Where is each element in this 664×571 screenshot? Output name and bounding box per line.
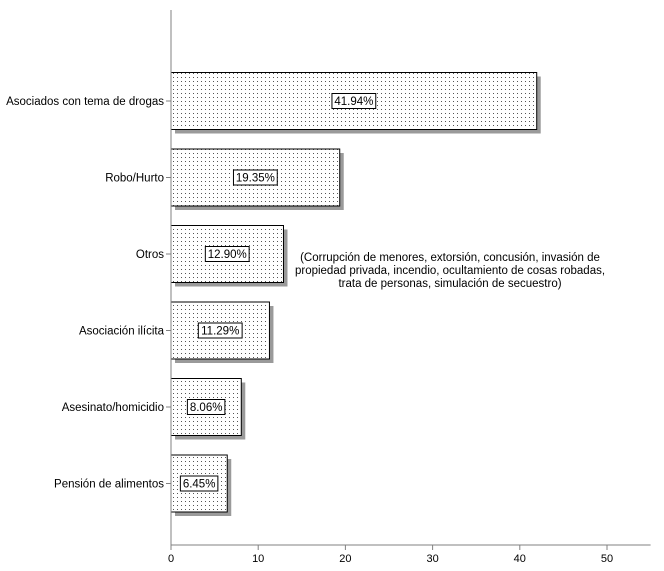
- category-label-asociacion-ilicita: Asociación ilícita: [78, 325, 164, 338]
- category-label-asociados-con-tema-de-drogas: Asociados con tema de drogas: [6, 96, 164, 108]
- bar-shadows: [175, 77, 541, 517]
- data-label-robo-hurto: 19.35%: [235, 172, 275, 185]
- annotation-line-3: trata de personas, simulación de secuestro): [338, 278, 562, 290]
- data-label-asesinato-homicidio: 8.06%: [189, 402, 223, 414]
- x-tick-label: 40: [513, 553, 526, 565]
- x-tick-label: 20: [339, 553, 352, 565]
- category-label-pension-de-alimentos: Pensión de alimentos: [54, 478, 164, 491]
- data-label-asociados-con-tema-de-drogas: 41.94%: [334, 96, 374, 108]
- data-label-otros: 12.90%: [207, 249, 247, 261]
- x-tick-label: 30: [426, 553, 439, 565]
- x-axis-ticks: [168, 545, 613, 565]
- annotation-line-2: propiedad privada, incendio, ocultamiento de cosas robadas,: [294, 265, 606, 277]
- x-tick-label: 50: [600, 553, 614, 565]
- category-label-robo-hurto: Robo/Hurto: [105, 172, 164, 185]
- annotation-line-1: (Corrupción de menores, extorsión, concusión, invasión de: [300, 252, 600, 264]
- y-axis-labels: [6, 96, 171, 491]
- data-label-asociacion-ilicita: 11.29%: [201, 325, 240, 338]
- category-label-otros: Otros: [135, 249, 164, 261]
- x-tick-label: 0: [167, 553, 175, 565]
- category-label-asesinato-homicidio: Asesinato/homicidio: [61, 402, 164, 414]
- data-label-pension-de-alimentos: 6.45%: [182, 478, 216, 491]
- x-tick-label: 10: [252, 553, 265, 565]
- bars: [171, 73, 537, 513]
